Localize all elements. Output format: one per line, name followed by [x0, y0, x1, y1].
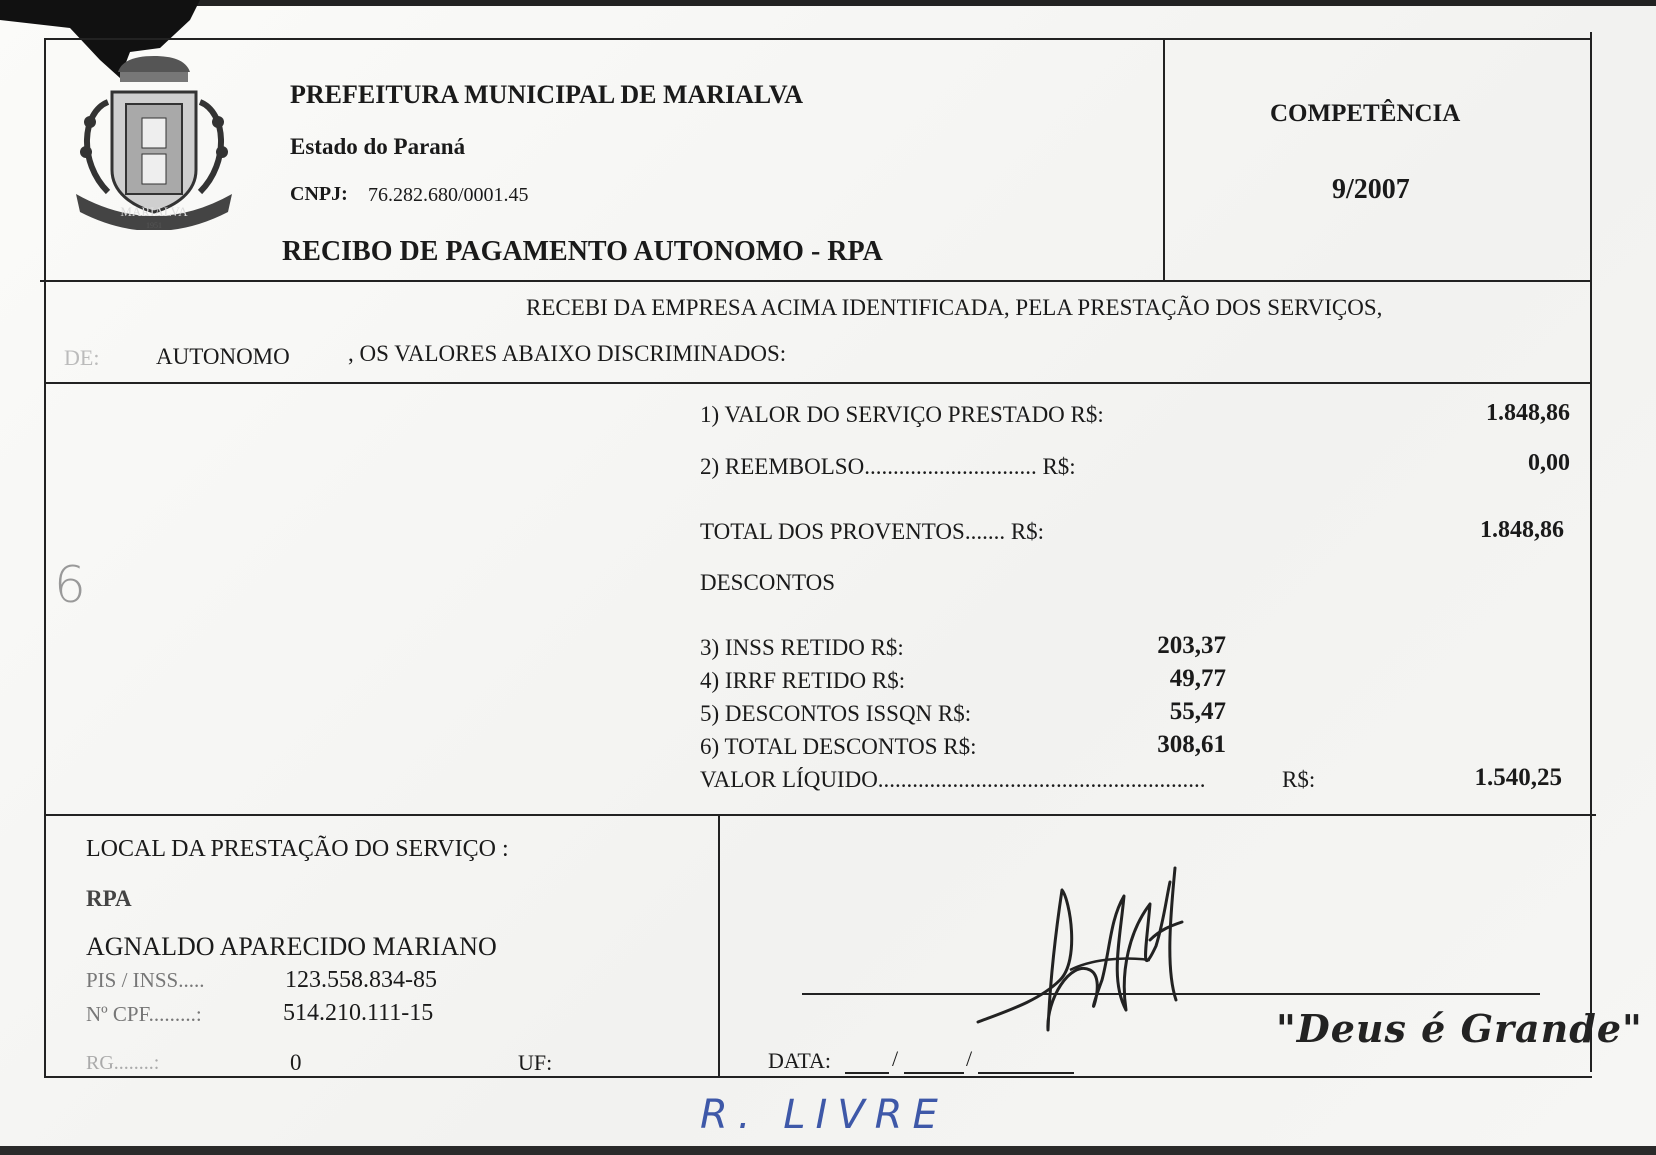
- reimbursement-amount: 0,00: [1528, 450, 1570, 476]
- uf-label: UF:: [518, 1050, 553, 1075]
- values-divider: [46, 814, 1596, 816]
- date-field-month: [904, 1072, 964, 1074]
- header-divider-horizontal: [40, 280, 1592, 282]
- handwritten-signature: [970, 860, 1230, 1060]
- deduction-label: 4) IRRF RETIDO R$:: [700, 668, 906, 693]
- cnpj-label: CNPJ:: [290, 183, 348, 205]
- header-divider-vertical: [1163, 38, 1165, 282]
- frame-right: [1590, 32, 1592, 1072]
- org-name: PREFEITURA MUNICIPAL DE MARIALVA: [290, 80, 804, 109]
- total-earnings-amount: 1.848,86: [1480, 517, 1564, 543]
- net-value-amount: 1.540,25: [1474, 764, 1562, 791]
- scan-top-edge: [0, 0, 1656, 6]
- scan-bottom-edge: [0, 1146, 1656, 1155]
- handwritten-note: R. LIVRE: [700, 1092, 948, 1138]
- pis-label: PIS / INSS.....: [86, 968, 205, 992]
- competencia-value: 9/2007: [1332, 174, 1410, 205]
- rg-value: 0: [290, 1050, 302, 1075]
- cnpj-value: 76.282.680/0001.45: [368, 184, 529, 206]
- frame-bottom: [44, 1076, 1592, 1078]
- deduction-value: 308,61: [1157, 731, 1226, 758]
- service-value-label: 1) VALOR DO SERVIÇO PRESTADO R$:: [700, 402, 1104, 427]
- rg-label: RG........:: [86, 1052, 160, 1074]
- service-value-amount: 1.848,86: [1486, 400, 1570, 426]
- total-earnings-label: TOTAL DOS PROVENTOS....... R$:: [700, 519, 1045, 544]
- date-separator: /: [892, 1046, 899, 1071]
- signature-line: [802, 993, 1540, 995]
- bottom-divider-vertical: [718, 814, 720, 1076]
- document-title: RECIBO DE PAGAMENTO AUTONOMO - RPA: [282, 236, 883, 267]
- de-label: DE:: [64, 345, 100, 370]
- municipal-seal-logo: [68, 52, 240, 230]
- deduction-label: 6) TOTAL DESCONTOS R$:: [700, 734, 977, 759]
- deduction-label: 3) INSS RETIDO R$:: [700, 635, 904, 660]
- service-type: AUTONOMO: [156, 344, 290, 369]
- deduction-value: 203,37: [1157, 632, 1226, 659]
- service-location-title: LOCAL DA PRESTAÇÃO DO SERVIÇO :: [86, 836, 509, 862]
- frame-left: [44, 38, 46, 1078]
- date-label: DATA:: [768, 1048, 832, 1073]
- declaration-divider: [46, 382, 1592, 384]
- frame-top: [44, 38, 1592, 40]
- declaration-line-1: RECEBI DA EMPRESA ACIMA IDENTIFICADA, PELA PRESTAÇÃO DOS SERVIÇOS,: [526, 295, 1383, 320]
- service-location-value: RPA: [86, 886, 132, 911]
- cpf-value: 514.210.111-15: [283, 1000, 434, 1026]
- reimbursement-label: 2) REEMBOLSO.............................. R$:: [700, 454, 1076, 479]
- state-name: Estado do Paraná: [290, 134, 466, 159]
- pis-value: 123.558.834-85: [285, 967, 437, 993]
- net-value-label: VALOR LÍQUIDO.........................................................: [700, 767, 1206, 792]
- competencia-label: COMPETÊNCIA: [1270, 100, 1461, 127]
- cpf-label: Nº CPF.........:: [86, 1002, 202, 1026]
- net-value-currency: R$:: [1282, 767, 1316, 792]
- date-field-year: [978, 1072, 1074, 1074]
- deduction-label: 5) DESCONTOS ISSQN R$:: [700, 701, 972, 726]
- deduction-value: 55,47: [1169, 698, 1226, 725]
- svg-text:MARIALVA: MARIALVA: [120, 204, 188, 219]
- svg-text:1951: 1951: [146, 221, 162, 230]
- motto-stamp: "Deus é Grande": [1276, 1006, 1643, 1051]
- margin-handwritten-mark: 6: [54, 556, 86, 614]
- deduction-value: 49,77: [1169, 665, 1226, 692]
- provider-name: AGNALDO APARECIDO MARIANO: [86, 932, 497, 961]
- declaration-line-2: , OS VALORES ABAIXO DISCRIMINADOS:: [348, 341, 787, 366]
- date-separator: /: [966, 1046, 973, 1071]
- date-field-day: [845, 1072, 889, 1074]
- deductions-heading: DESCONTOS: [700, 570, 836, 595]
